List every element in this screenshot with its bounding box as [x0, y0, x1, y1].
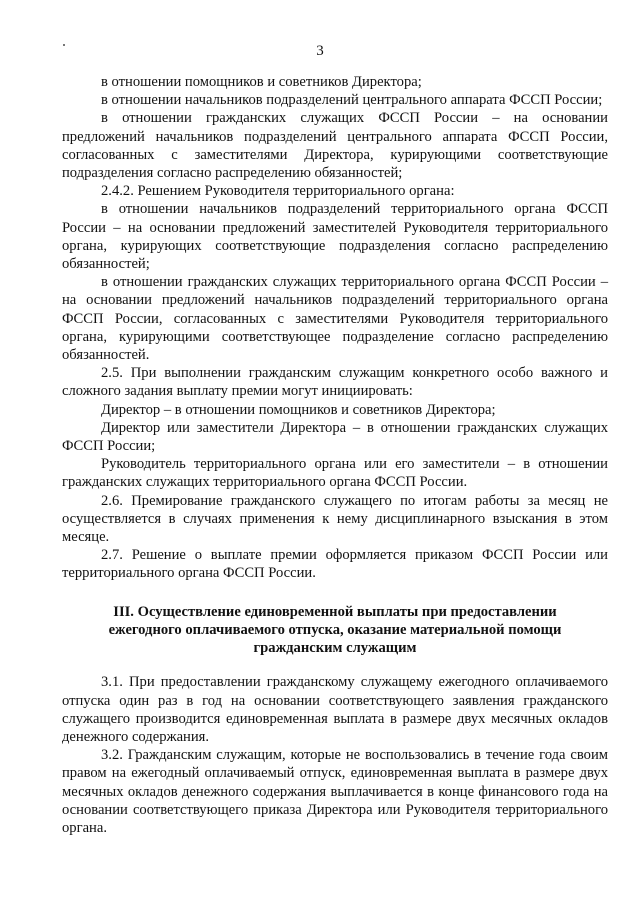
paragraph: в отношении гражданских служащих территориального органа ФССП России – на основании предложений начальников подразделений территориального органа ФССП России, согласованных с заместителями Руководителя территориального органа, курирующими соответствующее подразделение согласно распределению обязанностей. [62, 274, 608, 364]
paragraph: Директор или заместители Директора – в отношении гражданских служащих ФССП России; [62, 419, 608, 455]
paragraph: 2.5. При выполнении гражданским служащим конкретного особо важного и сложного задания выплату премии могут инициировать: [62, 365, 608, 400]
paragraph: Директор – в отношении помощников и советников Директора; [101, 401, 496, 418]
page-number: 3 [316, 43, 324, 59]
section-heading [62, 603, 608, 658]
section-heading-line: III. Осуществление единовременной выплаты при предоставлении [113, 603, 557, 620]
paragraph: 2.6. Премирование гражданского служащего по итогам работы за месяц не осуществляется в случаях применения к нему дисциплинарного взыскания в этом месяце. [62, 492, 608, 546]
paragraph: Руководитель территориального органа или его заместители – в отношении гражданских служащих территориального органа ФССП России. [62, 456, 608, 491]
paragraph: 2.7. Решение о выплате премии оформляется приказом ФССП России или территориального органа ФССП России. [62, 547, 608, 582]
paragraph: 3.2. Гражданским служащим, которые не воспользовались в течение года своим правом на ежегодный оплачиваемый отпуск, единовременная выплата в размере двух месячных окладов денежного содержания выплачивается в конце финансового года на основании соответствующего приказа Директора или Руководителя территориального органа. [62, 747, 608, 836]
paragraph: 3.1. При предоставлении гражданскому служащему ежегодного оплачиваемого отпуска один раз в год на основании соответствующего заявления гражданского служащего производится единовременная выплата в размере двух месячных окладов денежного содержания. [62, 674, 608, 745]
paragraph: в отношении начальников подразделений территориального органа ФССП России – на основании предложений заместителей Руководителя территориального органа, курирующих соответствующие подразделения согласно распределению обязанностей; [62, 201, 608, 273]
paragraph: в отношении помощников и советников Директора; [101, 74, 422, 90]
document-body [62, 73, 608, 837]
section-heading-line: ежегодного оплачиваемого отпуска, оказание материальной помощи [108, 621, 562, 638]
section-heading-line: гражданским служащим [253, 640, 417, 657]
paragraph: 2.4.2. Решением Руководителя территориального органа: [101, 183, 455, 200]
paragraph: в отношении гражданских служащих ФССП России – на основании предложений начальников подразделений центрального аппарата ФССП России, согласованных с заместителями Директора, курирующими соответствующие подразделения согласно распределению обязанностей; [62, 110, 608, 182]
paragraph: в отношении начальников подразделений центрального аппарата ФССП России; [101, 92, 603, 109]
